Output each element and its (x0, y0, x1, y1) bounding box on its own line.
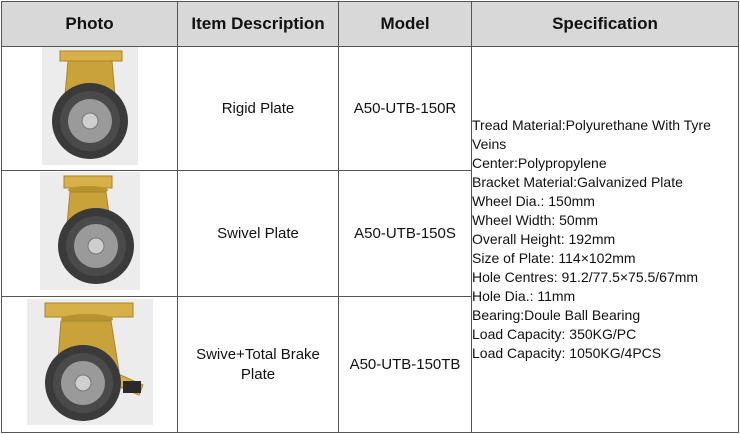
spec-line-wheel-width: Wheel Width: 50mm (472, 212, 599, 228)
spec-line-bracket-material: Bracket Material:Galvanized Plate (472, 174, 683, 190)
spec-line-wheel-dia: Wheel Dia.: 150mm (472, 193, 595, 209)
item-description-cell: Swivel Plate (178, 171, 339, 297)
photo-cell (2, 47, 178, 171)
table-row (2, 47, 739, 171)
specification-cell (472, 47, 739, 433)
product-spec-table (1, 1, 739, 433)
spec-line-tread-material: Tread Material:Polyurethane With Tyre (472, 117, 711, 133)
rigid-caster-photo (42, 47, 138, 165)
photo-cell (2, 297, 178, 433)
header-item-description: Item Description (178, 2, 339, 47)
spec-line-hole-centres: Hole Centres: 91.2/77.5×75.5/67mm (472, 269, 699, 285)
model-cell: A50-UTB-150R (339, 47, 472, 171)
item-description-cell: Swive+Total Brake Plate (178, 297, 339, 433)
model-cell: A50-UTB-150S (339, 171, 472, 297)
swivel-caster-photo (40, 172, 140, 290)
spec-line-load-capacity-pc: Load Capacity: 350KG/PC (472, 326, 637, 342)
spec-line-plate-size: Size of Plate: 114×102mm (472, 250, 636, 266)
spec-line-center: Center:Polypropylene (472, 155, 607, 171)
header-row (2, 2, 739, 47)
brake-caster-photo (27, 299, 153, 425)
spec-line-hole-dia: Hole Dia.: 11mm (472, 288, 576, 304)
header-photo: Photo (2, 2, 178, 47)
spec-line-load-capacity-4pcs: Load Capacity: 1050KG/4PCS (472, 345, 662, 361)
item-description-cell: Rigid Plate (178, 47, 339, 171)
header-specification: Specification (472, 2, 739, 47)
spec-line-overall-height: Overall Height: 192mm (472, 231, 616, 247)
header-model: Model (339, 2, 472, 47)
photo-cell (2, 171, 178, 297)
model-cell: A50-UTB-150TB (339, 297, 472, 433)
spec-line-bearing: Bearing:Doule Ball Bearing (472, 307, 641, 323)
spec-line-tread-material-cont: Veins (472, 136, 507, 152)
